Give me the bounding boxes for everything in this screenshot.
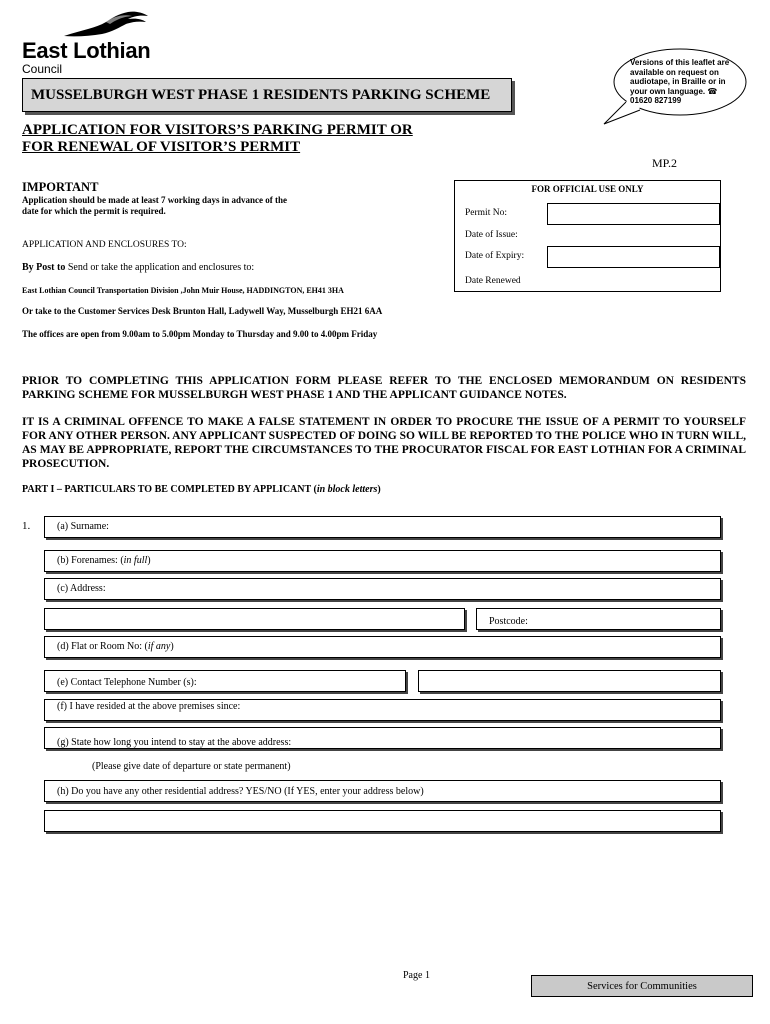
- flat-text: (d) Flat or Room No: (: [57, 641, 148, 652]
- eagle-icon: [62, 10, 152, 40]
- alternative-formats-bubble: [600, 46, 750, 132]
- by-post-text: Send or take the application and enclosures to:: [65, 262, 255, 273]
- advance-notice-line-1: Application should be made at least 7 working days in advance of the: [22, 195, 288, 205]
- date-of-expiry-label: Date of Expiry:: [465, 251, 525, 261]
- part-1-close: ): [377, 484, 381, 495]
- customer-services-desk: Or take to the Customer Services Desk Brunton Hall, Ladywell Way, Musselburgh EH21 6AA: [22, 306, 383, 316]
- flat-room-field[interactable]: [44, 636, 721, 658]
- telephone-label: (e) Contact Telephone Number (s):: [57, 677, 197, 688]
- resided-since-label: (f) I have resided at the above premises since:: [57, 701, 241, 712]
- telephone-field-2[interactable]: [418, 670, 721, 692]
- advance-notice-line-2: date for which the permit is required.: [22, 206, 166, 216]
- forenames-close: ): [147, 555, 151, 566]
- other-address-field[interactable]: [44, 810, 721, 832]
- form-code: MP.2: [652, 156, 678, 170]
- part-1-italic: in block letters: [316, 484, 378, 495]
- part-1-heading: [22, 484, 381, 495]
- other-address-question-field[interactable]: [44, 780, 721, 802]
- date-of-issue-label: Date of Issue:: [465, 230, 518, 240]
- address-field[interactable]: [44, 578, 721, 600]
- bubble-text: Versions of this leaflet are available on request on audiotape, in Braille or in your own language. ☎ 01620 827199: [630, 58, 730, 105]
- telephone-field[interactable]: [44, 670, 406, 692]
- date-of-expiry-field[interactable]: [547, 246, 720, 268]
- council-logo: [22, 10, 162, 76]
- address-line-2-field[interactable]: [44, 608, 465, 630]
- address-label: (c) Address:: [57, 583, 106, 594]
- office-hours: The offices are open from 9.00am to 5.00pm Monday to Thursday and 9.00 to 4.00pm Friday: [22, 329, 378, 339]
- logo-title: East Lothian: [22, 38, 151, 63]
- permit-no-label: Permit No:: [465, 208, 507, 218]
- official-use-box: [454, 180, 721, 292]
- criminal-offence-warning: IT IS A CRIMINAL OFFENCE TO MAKE A FALSE STATEMENT IN ORDER TO PROCURE THE ISSUE OF A PERMIT TO YOURSELF FOR ANY OTHER PERSON. ANY APPLICANT SUSPECTED OF DOING SO WILL BE REPORTED TO THE POLICE WHO IN TURN WILL, AS MAY BE APPROPRIATE, REPORT THE CIRCUMSTANCES TO THE PROCURATOR FISCAL FOR EAST LOTHIAN FOR A CRIMINAL PROSECUTION.: [22, 416, 746, 470]
- prior-to-completing-notice: PRIOR TO COMPLETING THIS APPLICATION FORM PLEASE REFER TO THE ENCLOSED MEMORANDUM ON RESIDENTS PARKING SCHEME FOR MUSSELBURGH WEST PHASE 1 AND THE APPLICANT GUIDANCE NOTES.: [22, 375, 746, 401]
- page-number: Page 1: [403, 970, 430, 981]
- intended-stay-field[interactable]: [44, 727, 721, 749]
- permit-no-field[interactable]: [547, 203, 720, 225]
- other-address-label: (h) Do you have any other residential address? YES/NO (If YES, enter your address below): [57, 786, 424, 797]
- intended-stay-label: (g) State how long you intend to stay at the above address:: [57, 737, 292, 748]
- date-renewed-label: Date Renewed: [465, 276, 521, 286]
- flat-room-label: [57, 641, 174, 652]
- scheme-banner: MUSSELBURGH WEST PHASE 1 RESIDENTS PARKING SCHEME: [22, 78, 512, 112]
- surname-label: (a) Surname:: [57, 521, 109, 532]
- forenames-label: [57, 555, 151, 566]
- important-heading: IMPORTANT: [22, 180, 99, 194]
- surname-field[interactable]: [44, 516, 721, 538]
- title-line-1: APPLICATION FOR VISITORS’S PARKING PERMIT OR: [22, 122, 413, 138]
- postcode-field[interactable]: [476, 608, 721, 630]
- by-post-label: By Post to: [22, 262, 66, 273]
- resided-since-field[interactable]: [44, 699, 721, 721]
- forenames-text: (b) Forenames: (: [57, 555, 124, 566]
- forenames-italic: in full: [123, 555, 148, 566]
- application-title: [22, 122, 413, 156]
- postcode-label: Postcode:: [489, 616, 528, 627]
- forenames-field[interactable]: [44, 550, 721, 572]
- enclosures-heading: APPLICATION AND ENCLOSURES TO:: [22, 240, 187, 250]
- item-number: 1.: [22, 520, 31, 532]
- title-line-2: FOR RENEWAL OF VISITOR’S PERMIT: [22, 139, 301, 155]
- official-use-heading: FOR OFFICIAL USE ONLY: [531, 184, 644, 194]
- part-1-text: PART I – PARTICULARS TO BE COMPLETED BY APPLICANT (: [22, 484, 317, 495]
- departure-note: (Please give date of departure or state permanent): [92, 761, 291, 772]
- by-post-line: [22, 262, 254, 274]
- logo-subtitle: Council: [22, 62, 63, 76]
- flat-close: ): [170, 641, 174, 652]
- department-footer: Services for Communities: [531, 975, 753, 997]
- flat-italic: if any: [147, 641, 171, 652]
- postal-address: East Lothian Council Transportation Division ,John Muir House, HADDINGTON, EH41 3HA: [22, 286, 344, 295]
